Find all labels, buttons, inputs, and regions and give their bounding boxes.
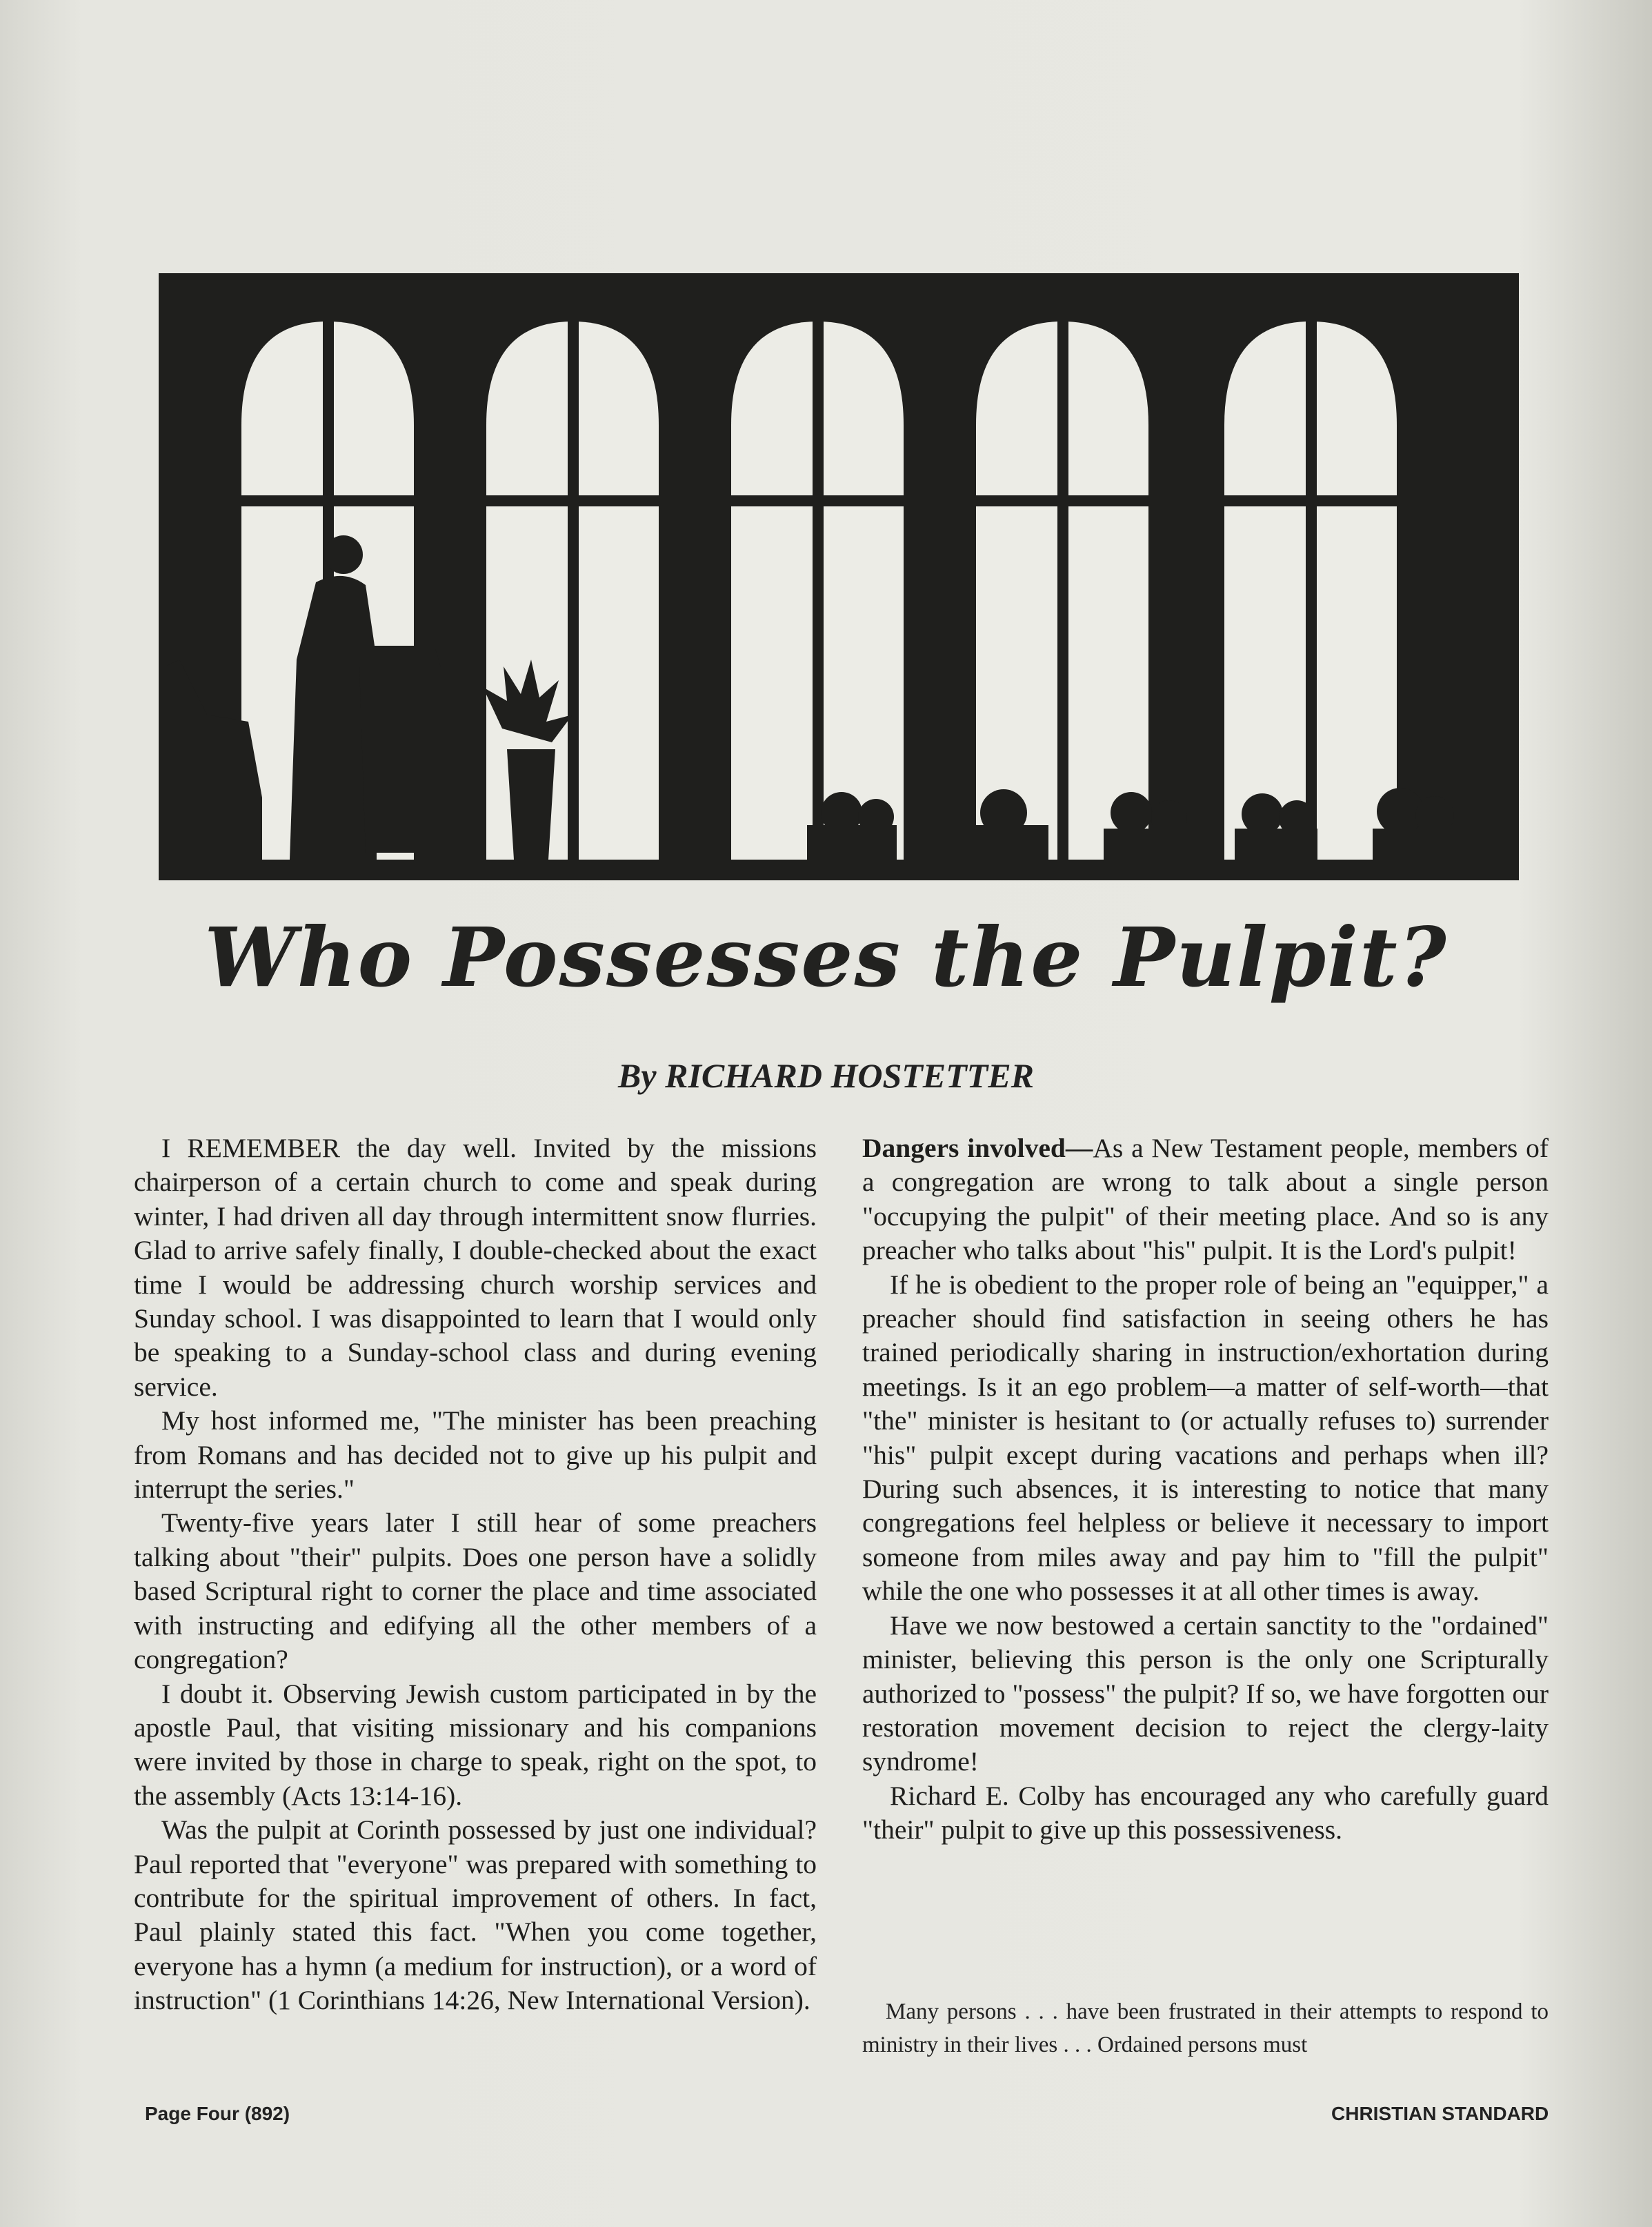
article-column-right [862,1131,1549,1848]
runin-heading: Dangers involved— [862,1133,1093,1163]
paragraph: Richard E. Colby has encouraged any who carefully guard "their" pulpit to give up this possessiveness. [862,1780,1549,1845]
paragraph-text: As a New Testament people, members of a congregation are wrong to talk about a single person "occupying the pulpit" of their meeting place. And so is any preacher who talks about "his" pulpit. It is the Lord's pulpit! [862,1133,1549,1266]
pull-quote [862,1995,1549,2061]
paragraph: If he is obedient to the proper role of being an "equipper," a preacher should find satisfaction in seeing others he has trained periodically sharing in instruction/exhortation during meetings. Is it an ego problem—a matter of self-worth—that "the" minister is hesitant to (or actually refuses to) surrender "his" pulpit except during vacations and perhaps when ill? During such absences, it is interesting to notice that many congregations feel helpless or believe it necessary to import someone from miles away and pay him to "fill the pulpit" while the one who possesses it at all other times is away. [862,1269,1549,1607]
article-title: Who Possesses the Pulpit? [204,909,1448,1005]
paragraph: I REMEMBER the day well. Invited by the missions chairperson of a certain church to come and speak during winter, I had driven all day through intermittent snow flurries. Glad to arrive safely finally, I double-checked about the exact time I would be addressing church worship services and Sunday school. I was disappointed to learn that I would only be speaking to a Sunday-school class and during evening service. [134,1133,817,1402]
article-byline: By RICHARD HOSTETTER [618,1056,1034,1095]
page-number: Page Four (892) [145,2103,290,2124]
paragraph [862,1131,1549,1268]
paragraph: Twenty-five years later I still hear of some preachers talking about "their" pulpits. Does one person have a solidly based Scriptural right to corner the place and time associated with instructing and edifying all the other members of a congregation? [134,1507,817,1675]
quote-text: Many persons . . . have been frustrated in their attempts to respond to ministry in their lives . . . Ordained persons must [862,1999,1549,2057]
pulpit-silhouette-image [159,273,1519,880]
paragraph: My host informed me, "The minister has been preaching from Romans and has decided not to give up his pulpit and interrupt the series." [134,1405,817,1505]
paragraph: Was the pulpit at Corinth possessed by just one individual? Paul reported that "everyone" was prepared with something to contribute for the spiritual improvement of others. In fact, Paul plainly stated this fact. "When you come together, everyone has a hymn (a medium for instruction), or a word of instruction" (1 Corinthians 14:26, New International Version). [134,1814,817,2016]
article-column-left [134,1131,817,2018]
paragraph: I doubt it. Observing Jewish custom participated in by the apostle Paul, that visiting missionary and his companions were invited by those in charge to speak, right on the spot, to the assembly (Acts 13:14-16). [134,1678,817,1811]
church-window-illustration [159,273,1519,880]
paragraph: Have we now bestowed a certain sanctity to the "ordained" minister, believing this person is the only one Scripturally authorized to "possess" the pulpit? If so, we have forgotten our restoration movement decision to reject the clergy-laity syndrome! [862,1610,1549,1777]
publication-name: CHRISTIAN STANDARD [1331,2103,1549,2124]
